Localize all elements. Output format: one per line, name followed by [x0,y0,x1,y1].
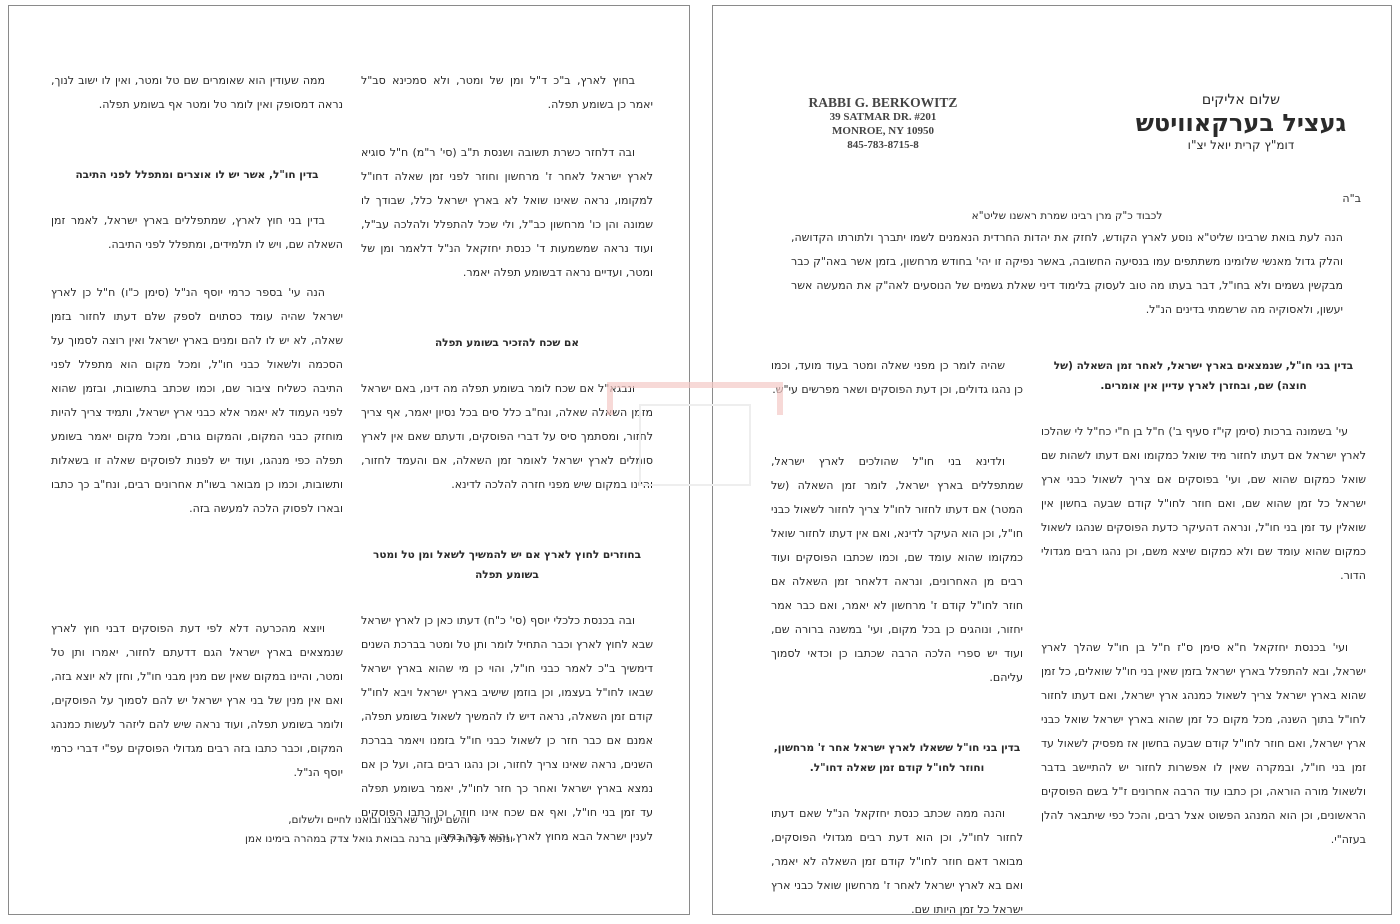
paragraph-gap [771,714,1023,738]
right-page [712,5,1392,915]
paragraph: ובה דלחזר כשרת תשובה ושנסת ת"ב (סי' ר"מ) ח"ל סוגיא לארץ ישראל לאחר ז' מרחשון וחוזר לפני זמן שאלה דחו"ל למקומו, נראה שאינו שואל לא בארץ ישראל כלל, שבודך לו שמונה והן כו' מרחשון כב"ל, ולי שכל להתפלל ולהלכה עב"ל, ועוד נראה שמשמעות ד' כנסת יחזקאל הנ"ל דלאמר ומן של ומטר, ועדיים נראה דבשומע תפלה יאמר. [361,146,653,279]
paragraph-gap [361,585,653,609]
paragraph: ויוצא מהכרעה דלא לפי דעת הפוסקים דבני חוץ לארץ שנמצאים בארץ ישראל הגם דדעתם לחזור, יאמרו ותן טל ומטר, והיינו במקום שאין שם מנין מבני חו"ל, וחזן לא יוצא בזה, ואם אין מנין של בני ארץ ישראל יש להם לסמוך על הפוסקים, ולומר בשומע תפלה, ועוד נראה שיש להם ליזהר לעשות כמנהג המקום, וכבר כתבו בזה רבים מגדולי הפוסקים עפ"י דברי כרמי יוסף הנ"ל. [51,622,343,779]
paragraph: ולדינא בני חו"ל שהולכים לארץ ישראל, שמתפללים בארץ ישראל, לומר זמן השאלה (של המטר) אם דעתו לחזור לחו"ל צריך לחזור לשאול כבני חו"ל, וכן הוא העיקר לדינא, ואם אין דעתו לחזור שואל כמקומו שהוא עומד שם, וכמו שכתבו הפוסקים ועוד רבים מן האחרונים, ונראה דלאחר זמן השאלה אם חוזר לחו"ל קודם ז' מרחשון לא יאמר, ואם כבר אמר יחזור, ונוהגים כן בכל מקום, ועי' במשנה ברורה שם, ועוד יש ספרי הלכה הרבה שכתבו כן וכדאי לסמוך עליהם. [771,455,1023,684]
paragraph: ובה בכנסת כלכלי יוסף (סי' כ"ח) דעתו כאן כן לארץ ישראל שבא לחוץ לארץ וכבר התחיל לומר ותן טל ומטר בברכת השנים דימשיך ב"כ לאמר כבני חו"ל, והוי כן מי שהוא בארץ ישראל שבאו לחו"ל בעצמו, וכן בוזמן שישיב בארץ ישראל ויבא לחו"ל קודם זמן השאלה, נראה דיש לו להמשיך לשאול בשומע תפלה, אמנם אם כבר חזר כן לשאול כבני חו"ל בזמנו ויאמר בברכת השנים, נראה שאינו צריך לחזור, וכן נהגו רבים בזה, ועל כן אם נמצא בארץ ישראל ואחר כך חזר לחו"ל, יאמר בשומע תפלה עד זמן בני חו"ל, ואף אם שכח אינו חוזר, וכן כתבו הפוסקים לענין ישראל הבא מחוץ לארץ, והוא דבר ברור. [361,614,653,843]
paragraph: והנה ממה שכתב כנסת יחזקאל הנ"ל שאם דעתו לחזור לחו"ל, וכן הוא דעת רבים מגדולי הפוסקים, מבואר דאם חוזר לחו"ל קודם זמן השאלה לא יאמר, ואם בא לארץ ישראל לאחר ז' מרחשון שואל כבני ארץ ישראל כל זמן היותו שם. [771,807,1023,916]
left-page [8,5,690,915]
paragraph: ועי' בכנסת יחזקאל ח"א סימן ס"ז ח"ל בן חו"ל שהלך לארץ ישראל, ובא להתפלל בארץ ישראל בזמן שאין בני חו"ל שואלים, כל זמן שהוא בארץ ישראל צריך לשאול כמנהג ארץ ישראל, ואם דעתו לחזור לחו"ל בתוך השנה, מכל מקום כל זמן שהוא בארץ ישראל שואל כבני ארץ ישראל, ואם חוזר לחו"ל קודם שבעה בחשון אז מפסיק לשאול עד זמן בני חו"ל, ובמקרה שאין לו אפשרות לחזור יש להתיישב בדבר ולשאול מורה הוראה, וכן כתבו עוד הרבה אחרונים ז"ל בשם הפוסקים הראשונים, וכן הוא המנהג הפשוט אצל רבים, והכל כפי שיתבאר להלן בעזה"י. [1041,641,1366,846]
paragraph: עי' בשמונה ברכות (סימן קי"ז סעיף ב') ח"ל בן ח"י כח"ל לי שהלכו לארץ ישראל אם דעתו לחזור מיד שואל כמקומו ואם דעתו לשהות שם שואל כמקום שהוא שם, ועי' בפוסקים אם צריך לשאול כבני ארץ ישראל כל זמן שהוא שם, ואם חוזר לחו"ל קודם שבעה בחשון אין שואלין עד זמן בני חו"ל, ונראה דהעיקר כדעת הפוסקים שנהגו לשאול כמקום שהוא עומד שם ולא כמקום שיצא משם, וכן נהגו רבים מגדולי הדור. [1041,425,1366,582]
paragraph-gap [361,309,653,333]
letterhead-name-english: RABBI G. BERKOWITZ [808,95,958,110]
paragraph: הנה עי' בספר כרמי יוסף הנ"ל (סימן כ"ו) ח"ל כן לארץ ישראל שהיה עומד כסתוים לספק שלם דעתו לחזור בזמן שאלה, לא יש לו להם ומנים בארץ ישראל ואין רוצה לסמוך על הסכמה ולשאול כבני חו"ל, ומכל מקום הוא מתפלל לפני התיבה כשליח ציבור שם, וכמו שכתב בתשובות, ובזמן שהוא לפני העמוד לא יאמר אלא כבני ארץ ישראל, ותמיד צריך להיות מוחזק כבני המקום, והמקום גורם, ומכל מקום יאמר בשומע תפלה כפי מנהגו, ועוד יש לפנות לפוסקים שאלה זו בשאלות ותשובות, וכמו כן מבואר בשו"ת אחרונים רבים, ונח"ב כך כתבו ובארו לפסוק הלכה למעשה בזה. [51,286,343,515]
hebrew-letterhead [1121,92,1361,152]
paragraph-gap [771,778,1023,802]
paragraph: שהיה לומר כן מפני שאלה ומטר בעוד מועד, וכמו כן נהגו גדולים, וכן דעת הפוסקים ושאר מפרשים עי"ש. [771,359,1023,396]
letterhead-address-1: 39 SATMAR DR. #201 [829,111,937,123]
paragraph-gap [361,521,653,545]
intro-section [791,206,1343,346]
left-page-right-column [361,69,653,897]
right-page-left-column [771,354,1023,916]
paragraph-gap [51,185,343,209]
paragraph-gap [51,257,343,281]
letterhead-name-hebrew: געציל בערקאוויטש [1135,109,1347,137]
letterhead-location: דומ"ץ קרית יואל יצ"ו [1187,138,1295,152]
section-heading: בדין חו"ל, אשר יש לו אוצרים ומתפלל לפני התיבה [75,169,319,181]
paragraph-gap [361,117,653,141]
paragraph: בדין בני חוץ לארץ, שמתפללים בארץ ישראל, לאמר זמן השאלה שם, ויש לו תלמידים, ומתפלל לפני התיבה. [51,214,343,251]
intro-paragraph: הנה לעת בואת שרבינו שליט"א נוסע לארץ הקודש, לחזק את יהדות החרדית הנאמנים לשמו יתברך ולתורתו הקדושה, והלק גדול מאנשי שלומינו משתתפים עמו בנסיעה החשובה, באשר נפיקה זו יהי' בחודש מרחשון, בזמן אשר באה"ק כבר מבקשין גשמים ולא בחו"ל, דבר בעתו מה טוב לעסוק בלימוד דיני שאלת גשמים של הנוסעים לאה"ק את המעשה אשר יעשון, ולאסוקיה מה שרשמתי בדינים הנ"ל. [791,231,1343,316]
english-letterhead [783,96,983,152]
paragraph-gap [1041,396,1366,420]
paragraph-gap [771,426,1023,450]
closing-line-1: והשם יעזור שארצנו ובואנו לחיים ולשלום, [288,814,470,826]
right-page-right-column [1041,356,1366,924]
bh-mark: ב"ה [1342,192,1361,205]
closing-blessing [169,811,589,849]
paragraph: ממה שעודין הוא שאומרים שם טל ומטר, ואין לו ישוב לנוך, נראה דמסופק ואין לומר טל ומטר אף בשומע תפלה. [51,74,343,111]
paragraph-gap [51,141,343,165]
section-heading: אם שכח להזכיר בשומע תפלה [434,337,580,349]
section-heading: בדין בני חו"ל, שנמצאים בארץ ישראל, לאחר זמן השאלה (של חוצה) שם, ובחזרן לארץ עדיין אין אומרים. [1053,360,1354,392]
letterhead-address-2: MONROE, NY 10950 [832,125,934,137]
letterhead-phone: 845-783-8715-8 [847,139,919,151]
paragraph-gap [51,593,343,617]
section-heading: בחוזרים לחוץ לארץ אם יש להמשיך לשאל ומן טל ומטר בשומע תפלה [373,549,641,581]
paragraph-gap [361,353,653,377]
closing-line-2: ונזכה לעלות לציון ברנה בבואת גואל צדק במהרה בימינו אמן [244,833,514,845]
paragraph: בחוץ לארץ, ב"כ ד"ל ומן של ומטר, ולא סמכינא סב"ל יאמר כן בשומע תפלה. [361,74,653,111]
intro-heading: לכבוד כ"ק מרן רבינו שמרת ראשנו שליט"א [971,210,1163,222]
paragraph-gap [1041,612,1366,636]
letterhead-greeting: שלום אליקים [1201,92,1281,108]
paragraph: ונבגא"ל אם שכח לומר בשומע תפלה מה דינו, באם ישראל מזמן השאלה שאלה, ונח"ב כלל סים בכל נסיון יאמר, אף צריך לחזור, ומסתמך סיס על דברי הפוסקים, ודעתם שאם אין לארץ סומלים לארץ ישראל לאומר זמן השאלה, אם והעמד לחזור, והיינו במקום שיש מפני חזרה להלכה לדינא. [361,382,653,491]
left-page-left-column [51,69,343,857]
section-heading: בדין בני חו"ל ששאלו לארץ ישראל אחר ז' מרחשון, וחוזר לחו"ל קודם זמן שאלה דחו"ל. [773,742,1021,774]
